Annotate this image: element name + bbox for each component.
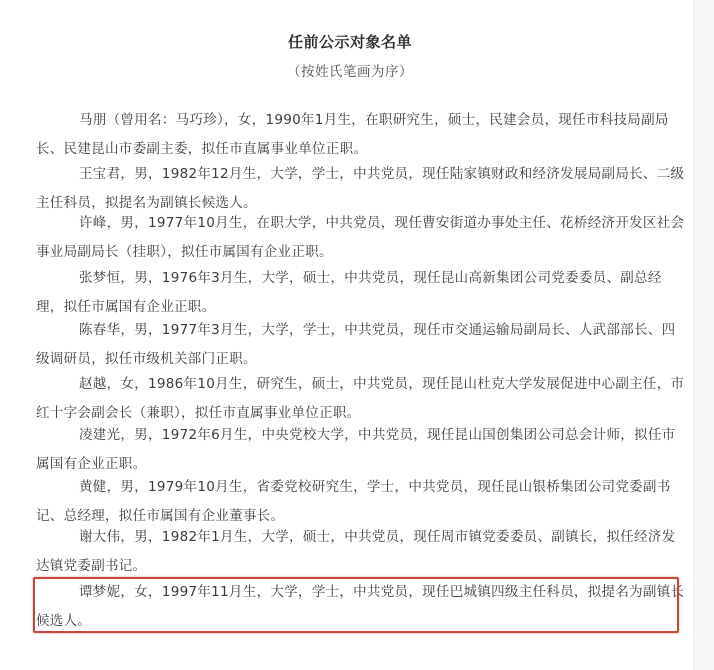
entry-line: 候选人。 <box>36 613 92 629</box>
entry-line: 主任科员，拟提名为副镇长候选人。 <box>36 195 257 211</box>
entry-line: 许峰，男，1977年10月生，在职大学，中共党员，现任曹安街道办事处主任、花桥经济开发区社会 <box>79 215 685 231</box>
entry-paragraph <box>36 370 685 428</box>
entry-paragraph <box>36 264 676 322</box>
entry-paragraph <box>36 316 676 374</box>
red-highlight-box <box>33 577 685 633</box>
entry-line: 谭梦妮，女，1997年11月生，大学，学士，中共党员，现任巴城镇四级主任科员，拟提名为副镇长 <box>79 584 685 600</box>
entry-line: 王宝君，男，1982年12月生，大学，学士，中共党员，现任陆家镇财政和经济发展局副局长、二级 <box>79 166 685 182</box>
entry-line: 红十字会副会长（兼职），拟任市直属事业单位正职。 <box>36 405 361 421</box>
entry-line: 黄健，男，1979年10月生，省委党校研究生，学士，中共党员，现任昆山银桥集团公司党委副书 <box>79 479 671 495</box>
entry-paragraph <box>36 209 685 267</box>
entry-line: 事业局副局长（挂职），拟任市属国有企业正职。 <box>36 244 333 260</box>
entry-line: 达镇党委副书记。 <box>36 558 147 574</box>
entry-line: 长、民建昆山市委副主委，拟任市直属事业单位正职。 <box>36 141 368 157</box>
entry-line: 记、总经理，拟任市属国有企业董事长。 <box>36 508 285 524</box>
entry-line: 谢大伟，男，1982年1月生，大学，硕士，中共党员，现任周市镇党委委员、副镇长，拟任经济发 <box>79 529 676 545</box>
entry-line: 级调研员，拟任市级机关部门正职。 <box>36 351 257 367</box>
entry-line: 赵越，女，1986年10月生，研究生，硕士，中共党员，现任昆山杜克大学发展促进中心副主任，市 <box>79 376 685 392</box>
entry-line: 凌建光，男，1972年6月生，中央党校大学，中共党员，现任昆山国创集团公司总会计师，拟任市 <box>79 427 676 443</box>
entry-line: 陈春华，男，1977年3月生，大学，学士，中共党员，现任市交通运输局副局长、人武部部长、四 <box>79 322 676 338</box>
entry-paragraph <box>36 523 676 581</box>
entry-line: 马朋（曾用名：马巧珍），女，1990年1月生，在职研究生，硕士，民建会员，现任市科技局副局 <box>79 112 669 128</box>
entry-line: 属国有企业正职。 <box>36 456 147 472</box>
document-subtitle: （按姓氏笔画为序） <box>287 64 413 80</box>
document-title: 任前公示对象名单 <box>287 33 412 51</box>
entry-line: 理，拟任市属国有企业正职。 <box>36 299 216 315</box>
entry-line: 张梦恒，男，1976年3月生，大学，硕士，中共党员，现任昆山高新集团公司党委委员、副总经 <box>79 270 662 286</box>
entry-paragraph <box>36 106 676 164</box>
page-right-margin <box>693 0 714 670</box>
entry-paragraph <box>36 421 676 479</box>
